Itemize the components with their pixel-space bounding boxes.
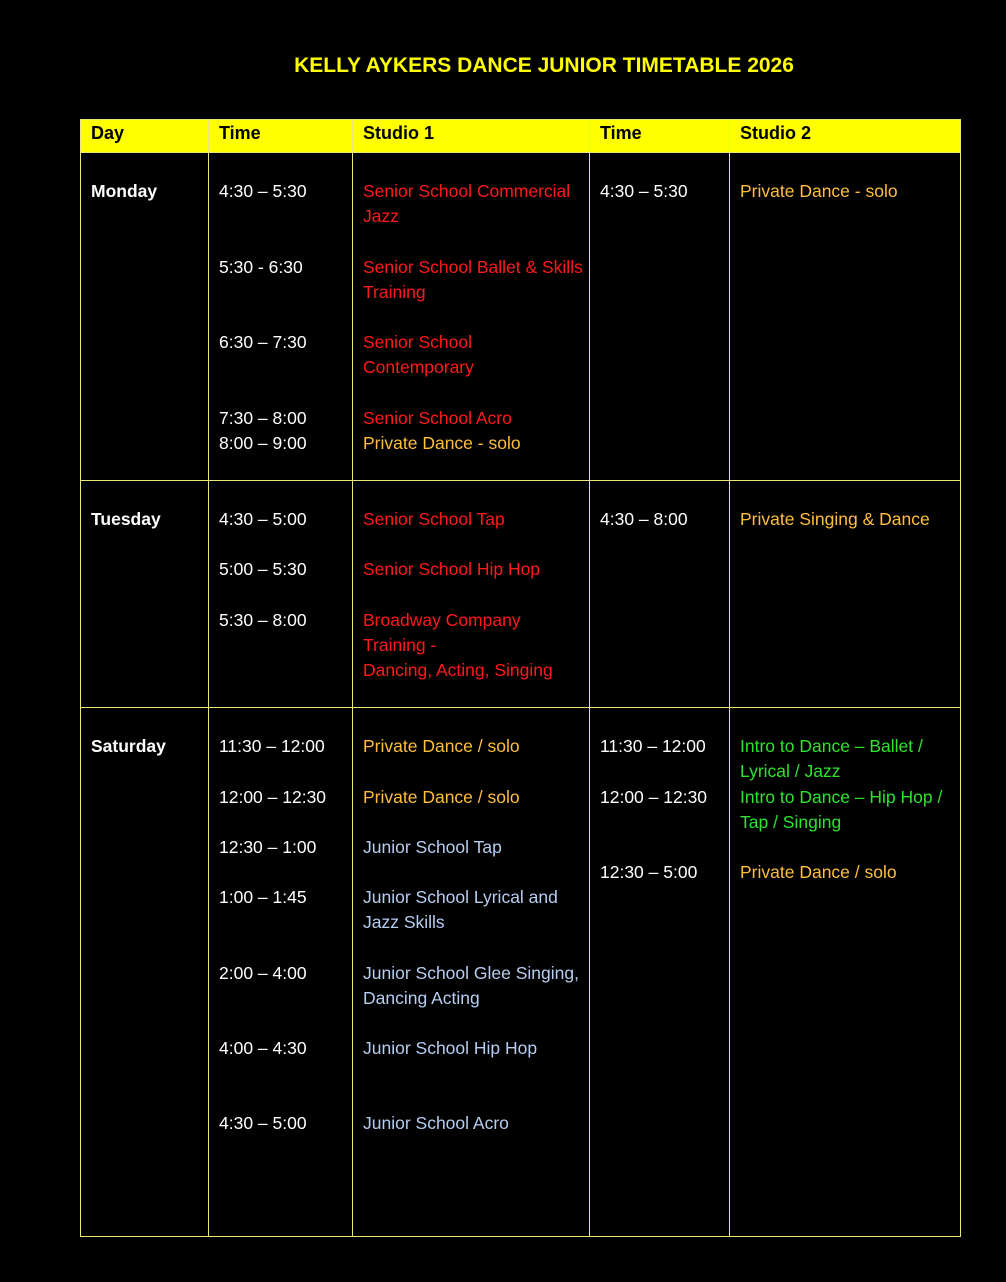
time-slot: 5:30 - 6:30 (219, 257, 303, 277)
time-slot: 4:30 – 8:00 (600, 509, 688, 529)
class-name: Senior School Tap (363, 509, 505, 529)
class-name: Private Dance / solo (740, 862, 897, 882)
studio1-time-cell (209, 153, 353, 481)
studio2-time-cell (590, 708, 730, 1237)
day-cell (81, 153, 209, 481)
header-studio-2: Studio 2 (730, 120, 961, 153)
time-slot: 12:30 – 1:00 (219, 837, 317, 857)
studio2-class-cell (730, 481, 961, 708)
class-name: Junior School Tap (363, 837, 502, 857)
header-row (81, 120, 961, 153)
time-slot: 4:30 – 5:00 (219, 509, 307, 529)
day-cell (81, 481, 209, 708)
class-name: Senior School Contemporary (363, 332, 474, 377)
time-slot: 8:00 – 9:00 (219, 433, 307, 453)
time-slot: 5:30 – 8:00 (219, 610, 307, 630)
time-slot: 2:00 – 4:00 (219, 963, 307, 983)
time-slot: 4:30 – 5:00 (219, 1113, 307, 1133)
time-slot: 11:30 – 12:00 (219, 736, 325, 756)
header-day: Day (81, 120, 209, 153)
studio2-class-cell (730, 708, 961, 1237)
time-slot: 4:30 – 5:30 (600, 181, 688, 201)
table-row-tuesday (81, 481, 961, 708)
class-name: Intro to Dance – Hip Hop / Tap / Singing (740, 787, 943, 832)
header-time-2: Time (590, 120, 730, 153)
day-cell (81, 708, 209, 1237)
time-slot: 7:30 – 8:00 (219, 408, 307, 428)
class-name: Broadway Company Training - (363, 610, 521, 655)
class-name: Senior School Commercial Jazz (363, 181, 571, 226)
class-name: Junior School Acro (363, 1113, 509, 1133)
page-title: KELLY AYKERS DANCE JUNIOR TIMETABLE 2026 (294, 54, 794, 77)
studio2-time-cell (590, 153, 730, 481)
studio1-class-cell (353, 153, 590, 481)
timetable (80, 119, 961, 1237)
class-name: Private Singing & Dance (740, 509, 930, 529)
class-name: Junior School Hip Hop (363, 1038, 538, 1058)
time-slot: 5:00 – 5:30 (219, 559, 307, 579)
time-slot: 4:00 – 4:30 (219, 1038, 307, 1058)
header-studio-1: Studio 1 (353, 120, 590, 153)
time-slot: 1:00 – 1:45 (219, 887, 307, 907)
class-name: Junior School Glee Singing, Dancing Acting (363, 963, 579, 1008)
studio1-time-cell (209, 708, 353, 1237)
time-slot: 11:30 – 12:00 (600, 736, 706, 756)
table-row-saturday (81, 708, 961, 1237)
class-name: Private Dance - solo (740, 181, 898, 201)
time-slot: 4:30 – 5:30 (219, 181, 307, 201)
header-time-1: Time (209, 120, 353, 153)
day-label: Monday (91, 181, 158, 201)
time-slot: 12:00 – 12:30 (600, 787, 708, 807)
class-name: Dancing, Acting, Singing (363, 660, 553, 680)
class-name: Private Dance / solo (363, 787, 520, 807)
class-name: Junior School Lyrical and Jazz Skills (363, 887, 558, 932)
studio2-time-cell (590, 481, 730, 708)
time-slot: 12:00 – 12:30 (219, 787, 327, 807)
time-slot: 12:30 – 5:00 (600, 862, 698, 882)
class-name: Senior School Ballet & Skills Training (363, 257, 583, 302)
studio1-time-cell (209, 481, 353, 708)
class-name: Intro to Dance – Ballet / Lyrical / Jazz (740, 736, 923, 781)
table-row-monday (81, 153, 961, 481)
class-name: Private Dance - solo (363, 433, 521, 453)
class-name: Senior School Acro (363, 408, 512, 428)
class-name: Private Dance / solo (363, 736, 520, 756)
studio1-class-cell (353, 481, 590, 708)
day-label: Tuesday (91, 509, 161, 529)
time-slot: 6:30 – 7:30 (219, 332, 307, 352)
studio2-class-cell (730, 153, 961, 481)
day-label: Saturday (91, 736, 166, 756)
class-name: Senior School Hip Hop (363, 559, 541, 579)
studio1-class-cell (353, 708, 590, 1237)
